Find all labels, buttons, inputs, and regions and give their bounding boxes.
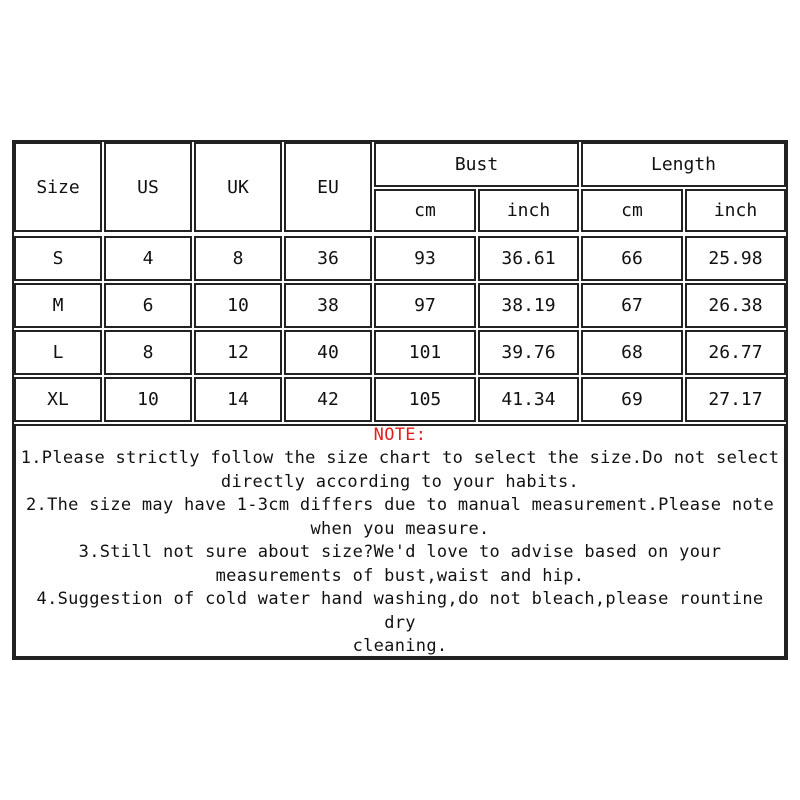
- header-bust-inch-label: inch: [506, 200, 551, 221]
- cell-value: 41.34: [501, 389, 556, 410]
- table-cell-bust-inch: [478, 377, 579, 422]
- header-bust-cm-label: cm: [414, 200, 436, 221]
- table-cell-us: [104, 330, 192, 375]
- header-bust-cm: [374, 189, 476, 232]
- cell-value: 14: [227, 389, 249, 410]
- header-length-label: Length: [650, 154, 717, 175]
- note-line: when you measure.: [310, 518, 490, 539]
- table-cell-bust-cm: [374, 330, 476, 375]
- table-cell-bust-inch: [478, 330, 579, 375]
- cell-value: 8: [232, 248, 244, 269]
- cell-value: 10: [137, 389, 159, 410]
- table-cell-length-cm: [581, 236, 683, 281]
- cell-value: 38: [317, 295, 339, 316]
- header-eu: [284, 142, 372, 232]
- header-size-label: Size: [36, 176, 80, 198]
- table-cell-us: [104, 283, 192, 328]
- cell-value: 25.98: [708, 248, 763, 269]
- table-cell-length-inch: [685, 283, 786, 328]
- table-cell-uk: [194, 377, 282, 422]
- table-cell-eu: [284, 330, 372, 375]
- header-uk: [194, 142, 282, 232]
- cell-value: 67: [621, 295, 643, 316]
- cell-value: 66: [621, 248, 643, 269]
- cell-value: 26.77: [708, 342, 763, 363]
- header-length-inch-label: inch: [713, 200, 758, 221]
- note-title: NOTE:: [373, 424, 427, 445]
- header-uk-label: UK: [227, 176, 249, 198]
- cell-value: 39.76: [501, 342, 556, 363]
- cell-value: 36: [317, 248, 339, 269]
- note-line: directly according to your habits.: [220, 471, 580, 492]
- table-cell-length-cm: [581, 330, 683, 375]
- cell-value: M: [52, 295, 64, 316]
- cell-value: 26.38: [708, 295, 763, 316]
- cell-value: 97: [414, 295, 436, 316]
- cell-value: 4: [142, 248, 154, 269]
- cell-value: 38.19: [501, 295, 556, 316]
- notes-box: [14, 424, 786, 658]
- table-cell-bust-cm: [374, 283, 476, 328]
- cell-value: 27.17: [708, 389, 763, 410]
- cell-value: 68: [621, 342, 643, 363]
- table-cell-uk: [194, 236, 282, 281]
- table-cell-length-cm: [581, 283, 683, 328]
- cell-value: 36.61: [501, 248, 556, 269]
- cell-value: 105: [408, 389, 442, 410]
- table-cell-eu: [284, 236, 372, 281]
- table-cell-size: [14, 236, 102, 281]
- header-length-inch: [685, 189, 786, 232]
- note-line: 1.Please strictly follow the size chart to select the size.Do not select: [20, 448, 780, 468]
- table-cell-bust-cm: [374, 236, 476, 281]
- header-length: [581, 142, 786, 187]
- table-cell-size: [14, 330, 102, 375]
- cell-value: 42: [317, 389, 339, 410]
- header-eu-label: EU: [317, 176, 339, 198]
- cell-value: 10: [227, 295, 249, 316]
- header-bust-inch: [478, 189, 579, 232]
- header-size: [14, 142, 102, 232]
- table-cell-size: [14, 283, 102, 328]
- header-length-cm: [581, 189, 683, 232]
- cell-value: 69: [621, 389, 643, 410]
- table-cell-length-inch: [685, 236, 786, 281]
- note-line: measurements of bust,waist and hip.: [215, 565, 585, 586]
- table-cell-eu: [284, 283, 372, 328]
- table-cell-uk: [194, 283, 282, 328]
- cell-value: 40: [317, 342, 339, 363]
- cell-value: L: [52, 342, 64, 363]
- note-line: 3.Still not sure about size?We'd love to advise based on your: [78, 542, 722, 562]
- note-line: 2.The size may have 1-3cm differs due to manual measurement.Please note: [26, 495, 774, 515]
- table-cell-bust-inch: [478, 236, 579, 281]
- header-bust-label: Bust: [454, 154, 499, 175]
- cell-value: 6: [142, 295, 154, 316]
- table-cell-bust-inch: [478, 283, 579, 328]
- table-cell-length-inch: [685, 330, 786, 375]
- header-us: [104, 142, 192, 232]
- cell-value: S: [52, 248, 64, 269]
- header-length-cm-label: cm: [621, 200, 643, 221]
- table-cell-length-cm: [581, 377, 683, 422]
- table-cell-uk: [194, 330, 282, 375]
- cell-value: 8: [142, 342, 154, 363]
- header-bust: [374, 142, 579, 187]
- table-cell-size: [14, 377, 102, 422]
- table-cell-us: [104, 236, 192, 281]
- table-cell-bust-cm: [374, 377, 476, 422]
- note-line: cleaning.: [352, 636, 448, 656]
- cell-value: 93: [414, 248, 436, 269]
- header-us-label: US: [137, 176, 159, 198]
- table-cell-eu: [284, 377, 372, 422]
- cell-value: 101: [408, 342, 442, 363]
- cell-value: XL: [47, 389, 69, 410]
- cell-value: 12: [227, 342, 249, 363]
- table-cell-length-inch: [685, 377, 786, 422]
- table-cell-us: [104, 377, 192, 422]
- note-line: 4.Suggestion of cold water hand washing,do not bleach,please rountine dry: [36, 589, 764, 633]
